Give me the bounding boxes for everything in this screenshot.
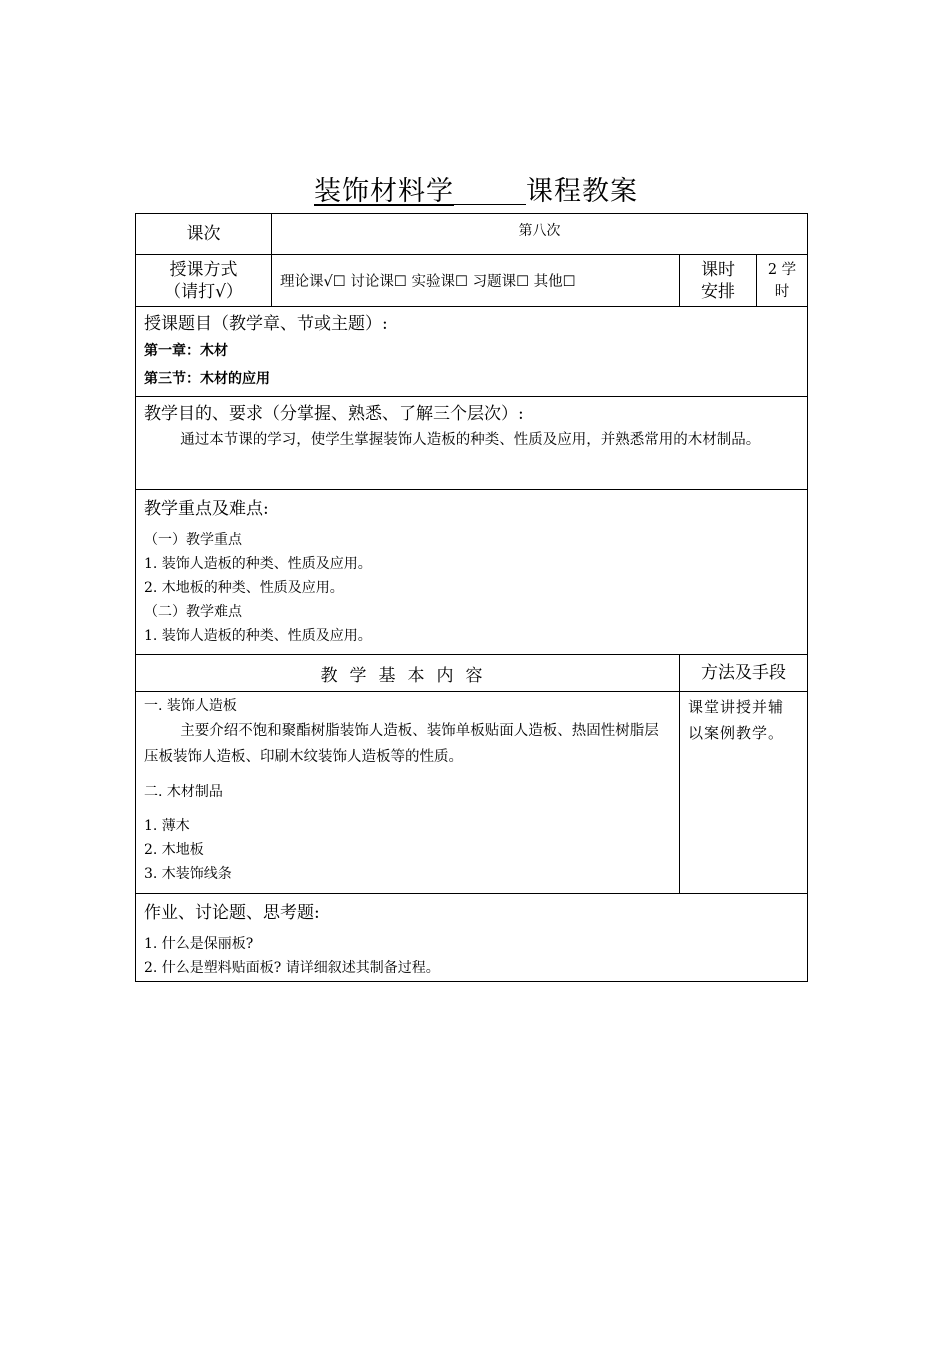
content-item2-list-item: 1. 薄木 — [144, 818, 190, 834]
content-header-main: 教学基本内容 — [136, 655, 680, 692]
session-label: 课次 — [136, 214, 272, 255]
content-method-cell: 课堂讲授并辅以案例教学。 — [680, 692, 808, 894]
teaching-mode-label — [136, 255, 272, 307]
content-main-cell — [136, 692, 680, 894]
content-row — [136, 692, 808, 894]
teaching-mode-label-line2: （请打√） — [164, 281, 243, 302]
hours-value — [757, 255, 808, 307]
content-item2-title: 二. 木材制品 — [144, 784, 223, 800]
title-suffix: 课程教案 — [526, 176, 638, 207]
lesson-plan-table — [135, 213, 808, 982]
document-title — [0, 172, 952, 212]
homework-line: 2. 什么是塑料贴面板? 请详细叙述其制备过程。 — [144, 960, 440, 976]
hours-label-line1: 课时 — [701, 259, 735, 280]
key-points-line: （二）教学难点 — [144, 604, 242, 620]
content-item1-title: 一. 装饰人造板 — [144, 698, 237, 714]
hours-value-line1: 2 学 — [767, 261, 797, 278]
homework-heading: 作业、讨论题、思考题: — [144, 903, 320, 923]
hours-value-line2: 时 — [774, 283, 790, 300]
topic-section: 第三节：木材的应用 — [144, 371, 270, 387]
topic-chapter: 第一章：木材 — [144, 343, 228, 359]
content-item2-list-item: 2. 木地板 — [144, 842, 204, 858]
content-item1-text: 主要介绍不饱和聚酯树脂装饰人造板、装饰单板贴面人造板、热固性树脂层压板装饰人造板、印刷木纹装饰人造板等的性质。 — [144, 723, 659, 765]
key-points-line: 1. 装饰人造板的种类、性质及应用。 — [144, 628, 372, 644]
objectives-text: 通过本节课的学习，使学生掌握装饰人造板的种类、性质及应用，并熟悉常用的木材制品。 — [180, 432, 761, 448]
course-subject: 装饰材料学 — [314, 176, 454, 207]
key-points-heading: 教学重点及难点: — [144, 499, 269, 519]
content-item2-list-item: 3. 木装饰线条 — [144, 866, 232, 882]
key-points-line: （一）教学重点 — [144, 532, 242, 548]
content-header-method: 方法及手段 — [680, 655, 808, 692]
objectives-cell — [136, 397, 808, 490]
content-header-row — [136, 655, 808, 692]
homework-cell — [136, 894, 808, 982]
key-points-line: 2. 木地板的种类、性质及应用。 — [144, 580, 344, 596]
homework-row — [136, 894, 808, 982]
key-points-row — [136, 490, 808, 655]
teaching-mode-row — [136, 255, 808, 307]
topic-cell — [136, 307, 808, 397]
hours-label-line2: 安排 — [701, 281, 735, 302]
teaching-mode-options: 理论课√☐ 讨论课☐ 实验课☐ 习题课☐ 其他☐ — [272, 255, 680, 307]
homework-line: 1. 什么是保丽板? — [144, 936, 254, 952]
objectives-heading: 教学目的、要求（分掌握、熟悉、了解三个层次）: — [144, 404, 524, 424]
session-value: 第八次 — [272, 214, 808, 255]
objectives-row — [136, 397, 808, 490]
hours-label — [680, 255, 757, 307]
session-row — [136, 214, 808, 255]
topic-heading: 授课题目（教学章、节或主题）: — [144, 314, 388, 334]
key-points-line: 1. 装饰人造板的种类、性质及应用。 — [144, 556, 372, 572]
topic-row — [136, 307, 808, 397]
teaching-mode-label-line1: 授课方式 — [169, 259, 238, 280]
key-points-cell — [136, 490, 808, 655]
title-blank-line — [454, 172, 526, 205]
